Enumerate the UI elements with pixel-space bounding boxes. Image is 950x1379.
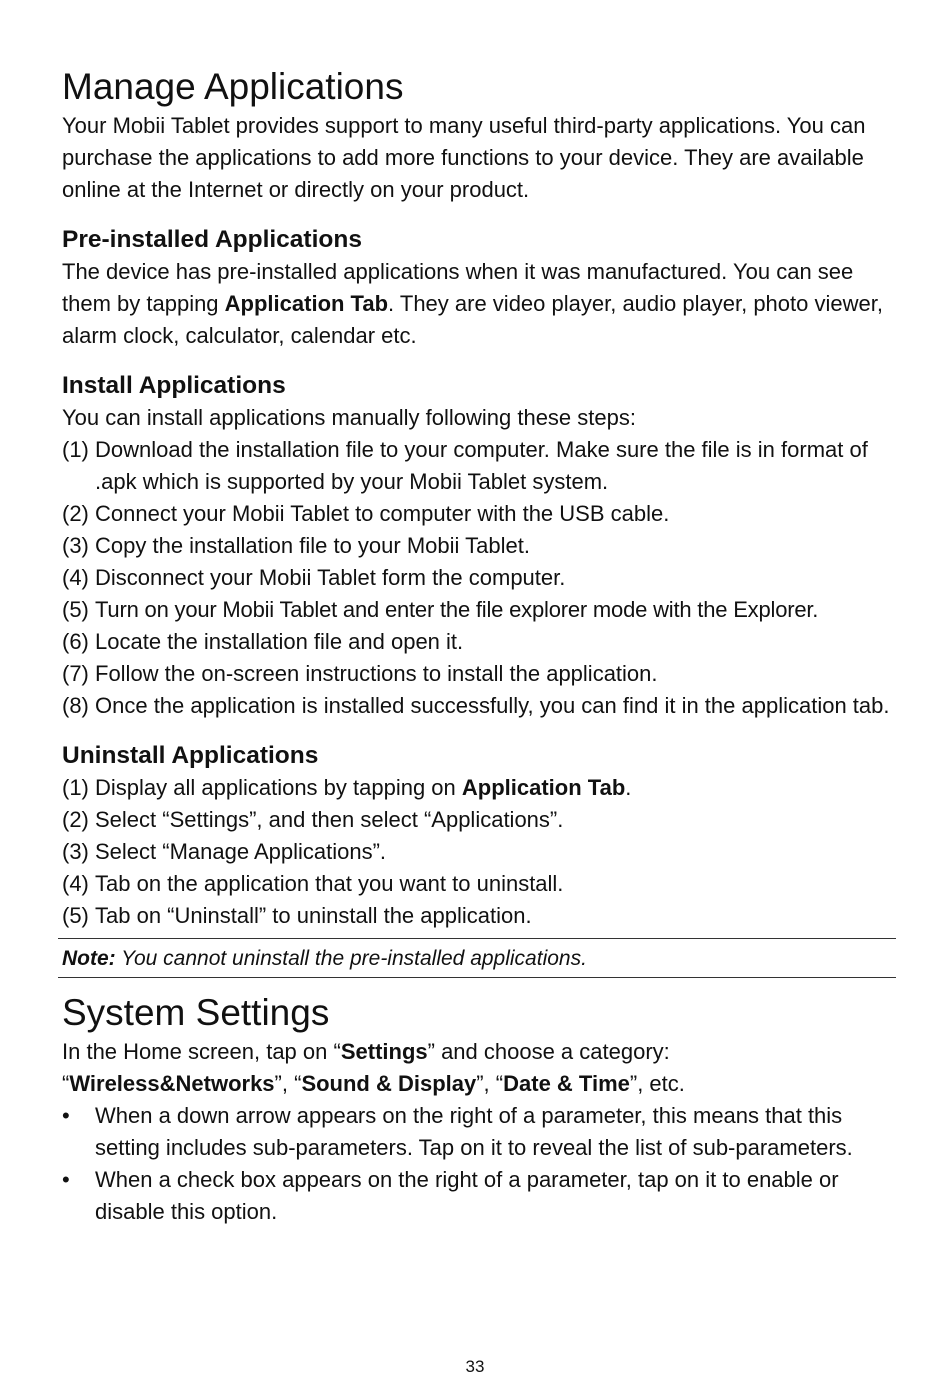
line-end: ”, etc.: [629, 1071, 685, 1096]
document-page: [62, 64, 892, 1228]
step-text: Connect your Mobii Tablet to computer with the USB cable.: [95, 501, 670, 526]
step-number: (2): [62, 501, 89, 526]
install-step: [62, 690, 892, 722]
preinstalled-text-b: . They are video player, audio player, photo viewer, alarm clock, calculator, calendar etc.: [62, 291, 883, 348]
page-number: 33: [465, 1357, 485, 1376]
step-number: (2): [62, 807, 89, 832]
install-step: [62, 530, 892, 562]
bullet-text: When a check box appears on the right of a parameter, tap on it to enable or disable this option.: [95, 1167, 839, 1224]
step-number: (5): [62, 597, 89, 622]
install-step: [62, 626, 892, 658]
step-text-b: .: [625, 775, 632, 800]
uninstall-step: [62, 804, 892, 836]
category-date-time: Date & Time: [503, 1071, 630, 1096]
uninstall-step: [62, 772, 892, 804]
install-heading: Install Applications: [62, 372, 286, 399]
install-intro: You can install applications manually following these steps:: [62, 405, 636, 430]
application-tab-bold: Application Tab: [224, 291, 389, 316]
step-text: Disconnect your Mobii Tablet form the computer.: [95, 565, 566, 590]
install-steps-list: [62, 434, 892, 722]
system-line1-b: ” and choose a category:: [427, 1039, 670, 1064]
uninstall-step: [62, 900, 892, 932]
install-step: [62, 658, 892, 690]
step-text: Turn on your Mobii Tablet and enter the file explorer mode with the Explorer.: [95, 597, 819, 622]
system-intro-line1: [62, 1036, 892, 1068]
separator: ”, “: [476, 1071, 504, 1096]
step-text: Once the application is installed successfully, you can find it in the application tab.: [95, 693, 890, 718]
quote-open: “: [62, 1071, 70, 1096]
preinstalled-paragraph: [62, 256, 892, 352]
step-number: (6): [62, 629, 89, 654]
install-step: [62, 594, 892, 626]
step-text: Select “Manage Applications”.: [95, 839, 387, 864]
step-number: (5): [62, 903, 89, 928]
step-text: Select “Settings”, and then select “Applications”.: [95, 807, 564, 832]
step-text: Locate the installation file and open it.: [95, 629, 464, 654]
step-text: Download the installation file to your computer. Make sure the file is in format of .apk which is supported by your Mobii Tablet system.: [95, 437, 868, 494]
step-text: Follow the on-screen instructions to install the application.: [95, 661, 658, 686]
step-number: (4): [62, 565, 89, 590]
note-text: You cannot uninstall the pre-installed applications.: [115, 947, 587, 970]
preinstalled-heading: Pre-installed Applications: [62, 226, 362, 253]
step-number: (3): [62, 533, 89, 558]
application-tab-bold: Application Tab: [461, 775, 626, 800]
bullet-dot: •: [62, 1167, 70, 1192]
system-settings-title: System Settings: [62, 992, 330, 1033]
step-text: Tab on “Uninstall” to uninstall the application.: [95, 903, 532, 928]
step-number: (3): [62, 839, 89, 864]
settings-bold: Settings: [340, 1039, 428, 1064]
uninstall-heading: Uninstall Applications: [62, 742, 319, 769]
step-number: (8): [62, 693, 89, 718]
step-text: Copy the installation file to your Mobii Tablet.: [95, 533, 530, 558]
bullet-item: [62, 1164, 892, 1228]
step-text: Tab on the application that you want to uninstall.: [95, 871, 564, 896]
uninstall-step: [62, 836, 892, 868]
separator: ”, “: [274, 1071, 302, 1096]
manage-applications-title: Manage Applications: [62, 66, 404, 107]
install-step: [62, 562, 892, 594]
category-wireless: Wireless&Networks: [69, 1071, 275, 1096]
bullet-text: When a down arrow appears on the right of a parameter, this means that this setting includes sub-parameters. Tap on it to reveal the list of sub-parameters.: [95, 1103, 853, 1160]
uninstall-step: [62, 868, 892, 900]
step-number: (1): [62, 437, 89, 462]
step-number: (1): [62, 775, 89, 800]
note-label: Note:: [62, 947, 116, 970]
bullet-dot: •: [62, 1103, 70, 1128]
step-number: (7): [62, 661, 89, 686]
install-step: [62, 498, 892, 530]
system-line1-a: In the Home screen, tap on “: [62, 1039, 341, 1064]
manage-intro-paragraph: Your Mobii Tablet provides support to many useful third-party applications. You can purchase the applications to add more functions to your device. They are available online at the Internet or directly on your product.: [62, 113, 866, 202]
bullet-item: [62, 1100, 892, 1164]
step-number: (4): [62, 871, 89, 896]
step-text-a: Display all applications by tapping on: [95, 775, 462, 800]
install-step: [62, 434, 892, 498]
uninstall-steps-list: [62, 772, 892, 932]
category-sound-display: Sound & Display: [301, 1071, 477, 1096]
note-box: [58, 938, 896, 978]
system-bullet-list: [62, 1100, 892, 1228]
preinstalled-text-a: The device has pre-installed applications when it was manufactured. You can see them by tapping: [62, 259, 854, 316]
system-intro-line2: [62, 1068, 892, 1100]
